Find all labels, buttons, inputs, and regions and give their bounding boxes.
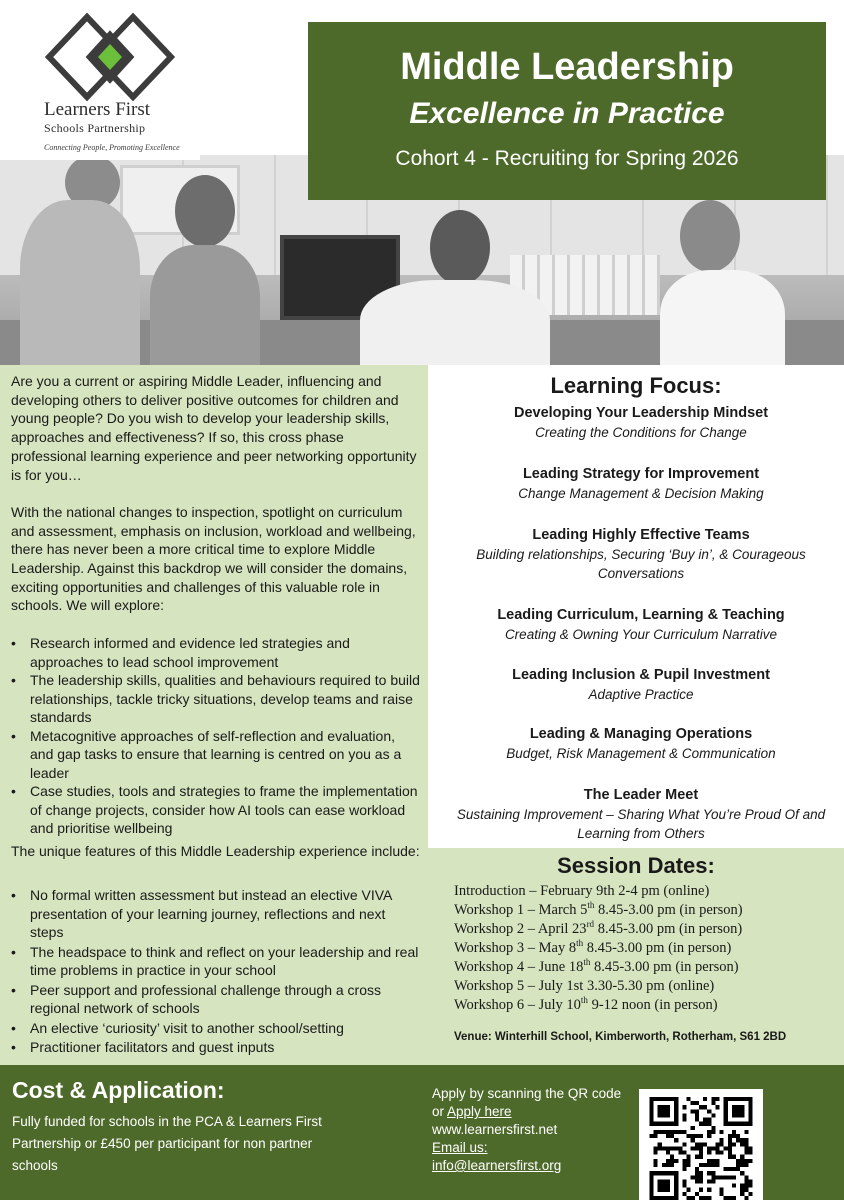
list-item: • Peer support and professional challenge through a cross regional network of schools bbox=[11, 981, 421, 1018]
focus-subheading: Budget, Risk Management & Communication bbox=[506, 746, 776, 761]
apply-here-link[interactable]: Apply here bbox=[447, 1104, 512, 1119]
focus-subheading: Change Management & Decision Making bbox=[518, 486, 764, 501]
session-dates bbox=[428, 848, 844, 1065]
session-date: Workshop 4 – June 18th 8.45-3.00 pm (in person) bbox=[454, 957, 739, 975]
focus-subheading: Building relationships, Securing ‘Buy in’, & Courageous Conversations bbox=[476, 547, 806, 581]
apply-text: Apply by scanning the QR code or bbox=[432, 1086, 622, 1119]
list-item: • An elective ‘curiosity’ visit to another school/setting bbox=[11, 1019, 421, 1038]
intro-paragraph: With the national changes to inspection, spotlight on curriculum and assessment, emphasis on inclusion, workload and wellbeing, there has never been a more critical time to explore Middle Leadership. Against this backdrop we will consider the domains, exciting opportunities and challenges of this valuable role in schools. We will explore: bbox=[11, 503, 416, 614]
list-item: • The headspace to think and reflect on your leadership and real time problems in practice in your school bbox=[11, 943, 421, 980]
focus-subheading: Creating the Conditions for Change bbox=[535, 425, 747, 440]
page-subtitle: Excellence in Practice bbox=[409, 97, 725, 130]
venue: Venue: Winterhill School, Kimberworth, Rotherham, S61 2BD bbox=[454, 1031, 787, 1043]
learning-focus-title: Learning Focus: bbox=[550, 373, 722, 398]
interlocking-diamonds-logo-icon bbox=[45, 12, 175, 102]
logo-subtitle: Schools Partnership bbox=[44, 121, 146, 135]
photo-person bbox=[20, 155, 130, 365]
session-date: Workshop 5 – July 1st 3.30-5.30 pm (online) bbox=[454, 978, 715, 994]
focus-item bbox=[448, 404, 834, 442]
session-dates-title: Session Dates: bbox=[557, 853, 715, 878]
focus-heading: Developing Your Leadership Mindset bbox=[513, 405, 769, 421]
list-item: • Metacognitive approaches of self-reflection and evaluation, and gap tasks to ensure that learning is centred on you as a leader bbox=[11, 727, 421, 783]
apply-info bbox=[432, 1085, 622, 1175]
cost-text: Fully funded for schools in the PCA & Learners First Partnership or £450 per participant for non partner schools bbox=[12, 1114, 322, 1173]
focus-subheading: Sustaining Improvement – Sharing What You’re Proud Of and Learning from Others bbox=[456, 807, 826, 841]
focus-heading: Leading Inclusion & Pupil Investment bbox=[512, 667, 770, 683]
page-title: Middle Leadership bbox=[400, 46, 734, 88]
session-date: Introduction – February 9th 2-4 pm (online) bbox=[454, 883, 710, 899]
list-item: • Research informed and evidence led strategies and approaches to lead school improvement bbox=[11, 634, 421, 671]
unique-list bbox=[11, 886, 421, 1058]
logo bbox=[0, 0, 200, 160]
unique-heading: The unique features of this Middle Leadership experience include: bbox=[11, 843, 420, 859]
email-link[interactable]: info@learnersfirst.org bbox=[432, 1158, 562, 1173]
logo-name: Learners First bbox=[44, 99, 151, 120]
cohort-text: Cohort 4 - Recruiting for Spring 2026 bbox=[395, 147, 739, 170]
focus-item bbox=[448, 526, 834, 583]
session-date: Workshop 6 – July 10th 9-12 noon (in person) bbox=[454, 995, 718, 1013]
photo-person bbox=[360, 210, 530, 365]
footer bbox=[0, 1065, 844, 1200]
focus-item bbox=[448, 725, 834, 763]
focus-item bbox=[448, 666, 834, 704]
focus-heading: Leading & Managing Operations bbox=[529, 726, 753, 742]
focus-subheading: Adaptive Practice bbox=[588, 687, 694, 702]
explore-list bbox=[11, 634, 421, 838]
intro-panel bbox=[0, 365, 428, 1065]
focus-item bbox=[448, 465, 834, 503]
focus-heading: Leading Curriculum, Learning & Teaching bbox=[497, 607, 785, 623]
email-label: Email us: bbox=[432, 1140, 488, 1155]
focus-heading: The Leader Meet bbox=[583, 787, 699, 803]
photo-person bbox=[660, 200, 790, 365]
title-banner bbox=[308, 22, 826, 200]
intro-paragraph: Are you a current or aspiring Middle Leader, influencing and developing others to deliver positive outcomes for children and young people? Do you wish to develop your leadership skills, approaches and effectiveness? If so, this cross phase professional learning experience and peer networking opportunity is for you… bbox=[11, 373, 417, 483]
list-item: • The leadership skills, qualities and behaviours required to build relationships, tackle tricky situations, develop teams and raise standards bbox=[11, 671, 421, 727]
qr-code[interactable] bbox=[639, 1089, 763, 1200]
session-date: Workshop 3 – May 8th 8.45-3.00 pm (in person) bbox=[454, 938, 732, 956]
focus-heading: Leading Highly Effective Teams bbox=[532, 527, 750, 543]
list-item: • Practitioner facilitators and guest inputs bbox=[11, 1038, 421, 1057]
session-date: Workshop 1 – March 5th 8.45-3.00 pm (in person) bbox=[454, 900, 743, 918]
focus-subheading: Creating & Owning Your Curriculum Narrative bbox=[504, 627, 778, 642]
focus-item bbox=[448, 786, 834, 843]
logo-tagline: Connecting People, Promoting Excellence bbox=[44, 143, 180, 152]
photo-person bbox=[150, 175, 270, 365]
cost-title: Cost & Application: bbox=[12, 1077, 225, 1103]
qr-code-icon bbox=[647, 1097, 755, 1200]
list-item: • No formal written assessment but instead an elective VIVA presentation of your learning journey, reflections and next steps bbox=[11, 886, 421, 942]
learning-focus bbox=[428, 365, 844, 848]
session-list bbox=[454, 882, 743, 1015]
focus-item bbox=[448, 606, 834, 644]
session-date: Workshop 2 – April 23rd 8.45-3.00 pm (in person) bbox=[454, 919, 743, 937]
focus-heading: Leading Strategy for Improvement bbox=[522, 466, 760, 482]
website-link[interactable]: www.learnersfirst.net bbox=[432, 1122, 558, 1137]
list-item: • Case studies, tools and strategies to frame the implementation of change projects, consider how AI tools can ease workload and prioritise wellbeing bbox=[11, 782, 421, 838]
